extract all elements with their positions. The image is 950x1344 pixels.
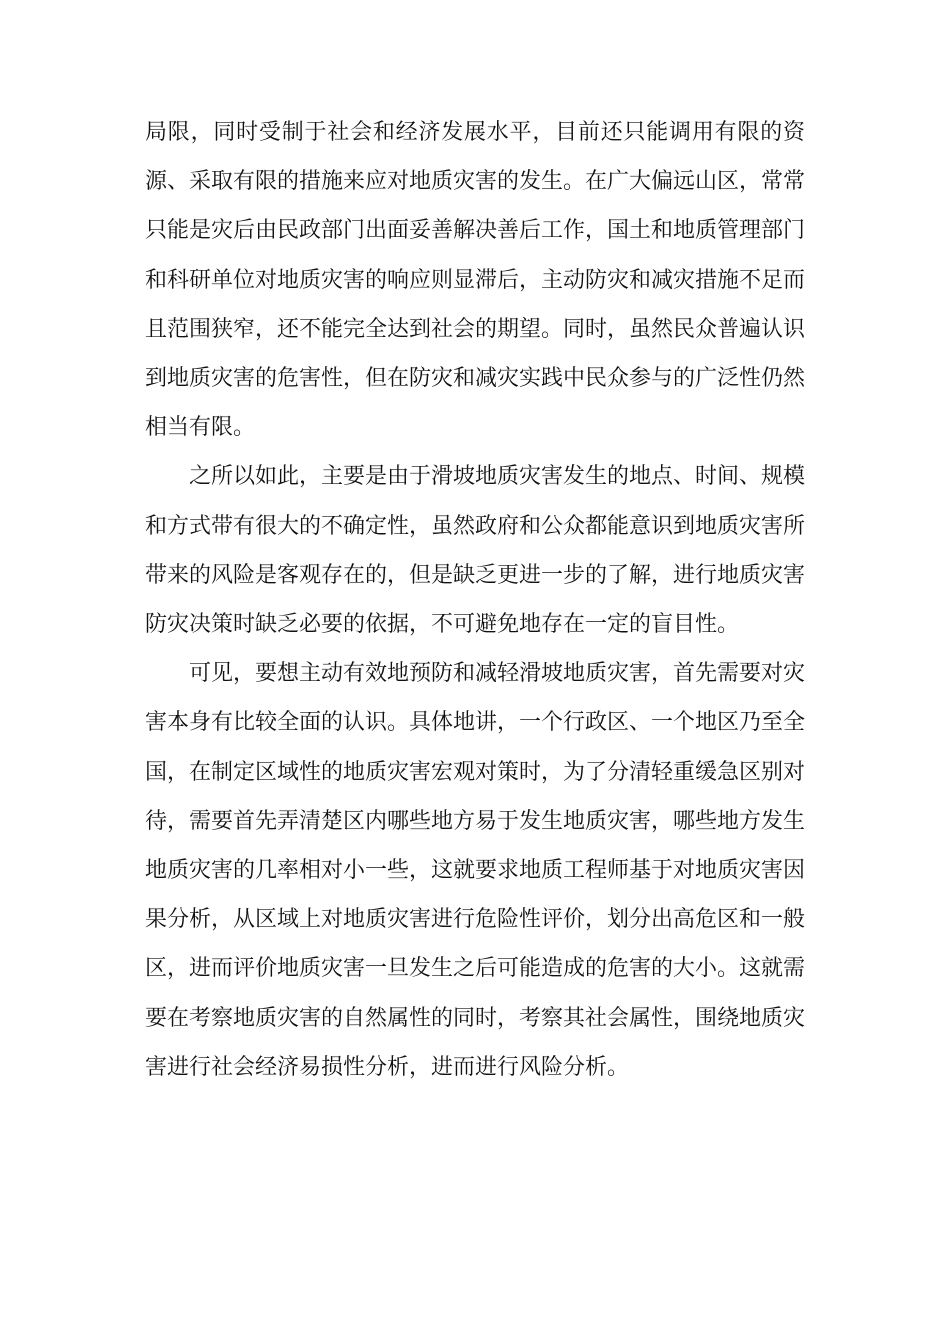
paragraph-reasons: 之所以如此，主要是由于滑坡地质灾害发生的地点、时间、规模和方式带有很大的不确定性，虽然政府和公众都能意识到地质灾害所带来的风险是客观存在的，但是缺乏更进一步的了解，进行地质灾害防灾决策时缺乏必要的依据，不可避免地存在一定的盲目性。: [145, 464, 806, 638]
paragraph-continuation: 局限，同时受制于社会和经济发展水平，目前还只能调用有限的资源、采取有限的措施来应对地质灾害的发生。在广大偏远山区，常常只能是灾后由民政部门出面妥善解决善后工作，国土和地质管理部门和科研单位对地质灾害的响应则显滞后，主动防灾和减灾措施不足而且范围狭窄，还不能完全达到社会的期望。同时，虽然民众普遍认识到地质灾害的危害性，但在防灾和减灾实践中民众参与的广泛性仍然相当有限。: [145, 120, 806, 441]
document-body: [145, 108, 805, 1092]
paragraph-conclusion: 可见，要想主动有效地预防和减轻滑坡地质灾害，首先需要对灾害本身有比较全面的认识。具体地讲，一个行政区、一个地区乃至全国，在制定区域性的地质灾害宏观对策时，为了分清轻重缓急区别对待，需要首先弄清楚区内哪些地方易于发生地质灾害，哪些地方发生地质灾害的几率相对小一些，这就要求地质工程师基于对地质灾害因果分析，从区域上对地质灾害进行危险性评价，划分出高危区和一般区，进而评价地质灾害一旦发生之后可能造成的危害的大小。这就需要在考察地质灾害的自然属性的同时，考察其社会属性，围绕地质灾害进行社会经济易损性分析，进而进行风险分析。: [145, 661, 806, 1080]
